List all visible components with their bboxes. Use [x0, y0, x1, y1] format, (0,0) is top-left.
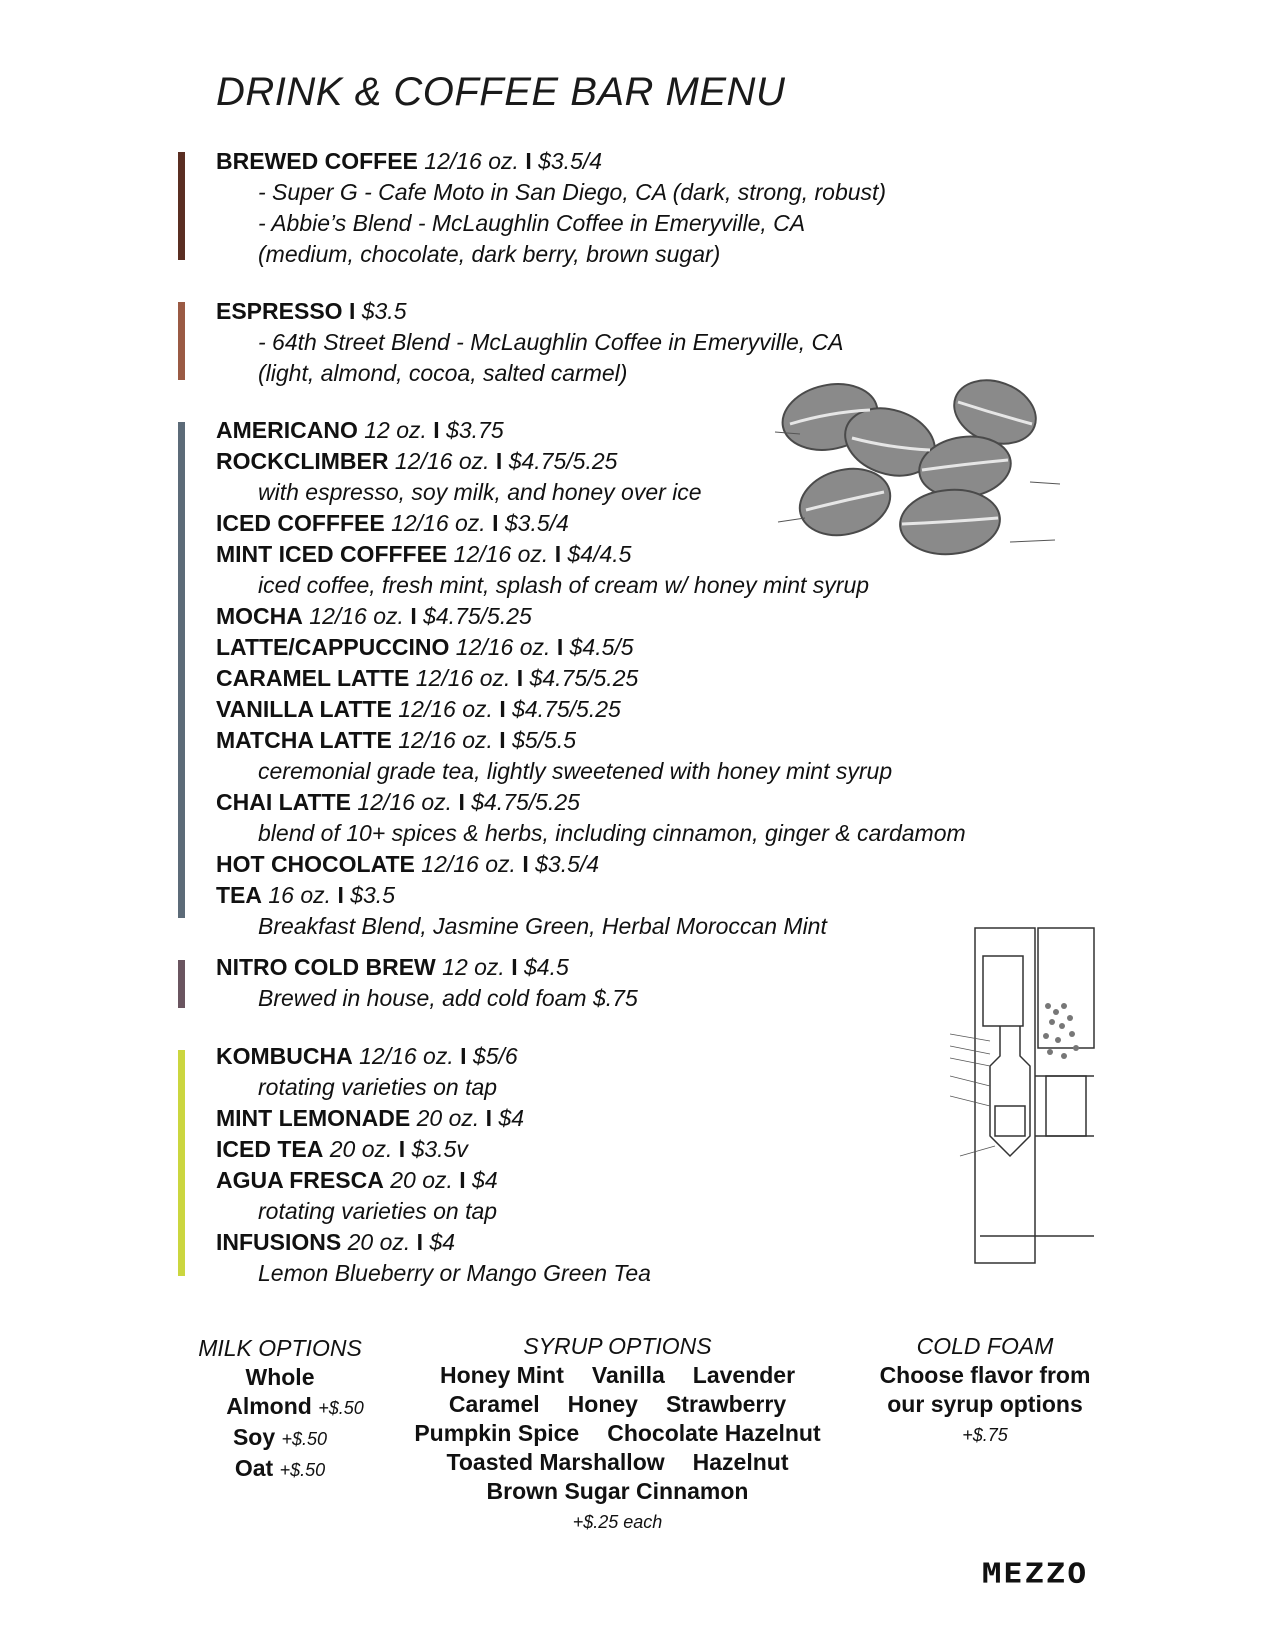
cold-foam-heading: COLD FOAM: [916, 1333, 1054, 1359]
item-name: NITRO COLD BREW: [216, 954, 436, 980]
section-bar-espresso: [178, 302, 185, 380]
item-description: - 64th Street Blend - McLaughlin Coffee in Emeryville, CA: [258, 329, 844, 355]
item-name: ESPRESSO: [216, 298, 343, 324]
item-size: 12 oz.: [442, 954, 505, 980]
syrup-row: Brown Sugar Cinnamon: [486, 1478, 749, 1504]
item-price: $4/4.5: [567, 541, 632, 567]
mezzo-logo: MEZZO: [982, 1556, 1089, 1590]
cold-foam-options: [870, 1332, 1100, 1450]
section-bar-espresso-drinks: [178, 422, 185, 918]
menu-item: NITRO COLD BREW 12 oz. I $4.5: [216, 954, 569, 980]
item-name: INFUSIONS: [216, 1229, 342, 1255]
menu-item: HOT CHOCOLATE 12/16 oz. I $3.5/4: [216, 851, 600, 877]
item-name: KOMBUCHA: [216, 1043, 353, 1069]
item-price: $4.5: [523, 954, 569, 980]
menu-item: VANILLA LATTE 12/16 oz. I $4.75/5.25: [216, 696, 621, 722]
section-espresso: [216, 296, 844, 389]
item-size: 12/16 oz.: [394, 448, 490, 474]
section-bar-cold: [178, 1050, 185, 1276]
item-price: $4: [429, 1229, 456, 1255]
item-name: MOCHA: [216, 603, 303, 629]
item-price: $4.75/5.25: [512, 696, 621, 722]
item-description: blend of 10+ spices & herbs, including cinnamon, ginger & cardamom: [258, 820, 966, 846]
item-size: 20 oz.: [329, 1136, 393, 1162]
menu-item: KOMBUCHA 12/16 oz. I $5/6: [216, 1043, 518, 1069]
syrup-price: +$.25 each: [572, 1512, 663, 1532]
item-description: (medium, chocolate, dark berry, brown sugar): [258, 241, 721, 267]
section-nitro: [216, 952, 638, 1014]
item-price: $3.5/4: [504, 510, 569, 536]
menu-item: ICED COFFFEE 12/16 oz. I $3.5/4: [216, 510, 569, 536]
section-bar-nitro: [178, 960, 185, 1008]
item-description: - Super G - Cafe Moto in San Diego, CA (dark, strong, robust): [258, 179, 887, 205]
item-description: Brewed in house, add cold foam $.75: [258, 985, 638, 1011]
item-price: $4: [472, 1167, 498, 1193]
item-description: Lemon Blueberry or Mango Green Tea: [258, 1260, 651, 1286]
item-description: (light, almond, cocoa, salted carmel): [258, 360, 628, 386]
item-price: $4: [498, 1105, 525, 1131]
item-size: 12/16 oz.: [453, 541, 549, 567]
menu-item: MINT LEMONADE 20 oz. I $4: [216, 1105, 525, 1131]
menu-item: ICED TEA 20 oz. I $3.5v: [216, 1136, 468, 1162]
syrup-row: Pumpkin Spice Chocolate Hazelnut: [414, 1420, 821, 1446]
item-name: MATCHA LATTE: [216, 727, 392, 753]
item-name: LATTE/CAPPUCCINO: [216, 634, 450, 660]
item-description: rotating varieties on tap: [258, 1074, 498, 1100]
milk-option: Almond +$.50: [226, 1393, 364, 1419]
syrup-row: Caramel Honey Strawberry: [448, 1391, 787, 1417]
item-name: ROCKCLIMBER: [216, 448, 389, 474]
item-size: 12/16 oz.: [357, 789, 453, 815]
menu-item: MINT ICED COFFFEE 12/16 oz. I $4/4.5: [216, 541, 632, 567]
item-price: $3.75: [446, 417, 504, 443]
item-price: $5/6: [472, 1043, 518, 1069]
item-description: Breakfast Blend, Jasmine Green, Herbal Moroccan Mint: [258, 913, 827, 939]
cold-foam-text: our syrup options: [887, 1391, 1083, 1417]
item-size: 20 oz.: [347, 1229, 411, 1255]
section-cold-drinks: [216, 1041, 651, 1289]
item-size: 16 oz.: [268, 882, 332, 908]
item-size: 12/16 oz.: [424, 148, 519, 174]
item-size: 12/16 oz.: [421, 851, 516, 877]
item-description: iced coffee, fresh mint, splash of cream w/ honey mint syrup: [258, 572, 870, 598]
item-size: 12/16 oz.: [398, 727, 493, 753]
syrup-row: Toasted Marshallow Hazelnut: [446, 1449, 789, 1475]
item-name: ICED COFFFEE: [216, 510, 385, 536]
item-description: - Abbie’s Blend - McLaughlin Coffee in Emeryville, CA: [258, 210, 806, 236]
item-price: $3.5/4: [538, 148, 603, 174]
item-name: CHAI LATTE: [216, 789, 352, 815]
item-size: 12/16 oz.: [391, 510, 486, 536]
item-size: 12 oz.: [364, 417, 427, 443]
menu-item: CARAMEL LATTE 12/16 oz. I $4.75/5.25: [216, 665, 639, 691]
section-brewed: [216, 146, 886, 270]
menu-item: MOCHA 12/16 oz. I $4.75/5.25: [216, 603, 532, 629]
milk-option: Whole: [245, 1364, 315, 1390]
item-name: MINT ICED COFFFEE: [216, 541, 448, 567]
section-bar-brewed: [178, 152, 185, 260]
coffee-beans-icon: [770, 372, 1070, 562]
item-description: ceremonial grade tea, lightly sweetened with honey mint syrup: [258, 758, 893, 784]
milk-option: Oat +$.50: [234, 1455, 326, 1481]
item-name: AMERICANO: [216, 417, 358, 443]
item-name: MINT LEMONADE: [216, 1105, 411, 1131]
item-price: $4.5/5: [569, 634, 634, 660]
item-description: with espresso, soy milk, and honey over ice: [258, 479, 702, 505]
item-price: $3.5v: [411, 1136, 468, 1162]
item-size: 20 oz.: [390, 1167, 453, 1193]
menu-item: CHAI LATTE 12/16 oz. I $4.75/5.25: [216, 789, 580, 815]
item-name: CARAMEL LATTE: [216, 665, 410, 691]
item-size: 12/16 oz.: [398, 696, 493, 722]
menu-item: LATTE/CAPPUCCINO 12/16 oz. I $4.5/5: [216, 634, 634, 660]
item-size: 20 oz.: [416, 1105, 480, 1131]
syrup-options: [390, 1332, 845, 1537]
grinder-diagram-icon: [950, 926, 1095, 1266]
item-name: TEA: [216, 882, 262, 908]
item-price: $4.75/5.25: [423, 603, 532, 629]
item-price: $3.5: [350, 882, 395, 908]
menu-item: AGUA FRESCA 20 oz. I $4: [216, 1167, 498, 1193]
item-price: $4.75/5.25: [508, 448, 618, 474]
menu-item: MATCHA LATTE 12/16 oz. I $5/5.5: [216, 727, 577, 753]
menu-item: AMERICANO 12 oz. I $3.75: [216, 417, 504, 443]
item-price: $3.5/4: [535, 851, 600, 877]
item-name: ICED TEA: [216, 1136, 324, 1162]
item-price: $3.5: [361, 298, 407, 324]
milk-option: Soy +$.50: [232, 1424, 328, 1450]
item-price: $5/5.5: [512, 727, 577, 753]
syrup-options-heading: SYRUP OPTIONS: [523, 1333, 712, 1359]
item-name: HOT CHOCOLATE: [216, 851, 415, 877]
menu-item-brewed-coffee: BREWED COFFEE 12/16 oz. I $3.5/4: [216, 148, 603, 174]
menu-item: ROCKCLIMBER 12/16 oz. I $4.75/5.25: [216, 448, 618, 474]
syrup-row: Honey Mint Vanilla Lavender: [439, 1362, 796, 1388]
menu-item-espresso: ESPRESSO I $3.5: [216, 298, 407, 324]
menu-title: DRINK & COFFEE BAR MENU: [216, 70, 786, 114]
milk-options: [190, 1334, 370, 1485]
milk-options-heading: MILK OPTIONS: [198, 1335, 362, 1361]
cold-foam-text: Choose flavor from: [879, 1362, 1091, 1388]
cold-foam-price: +$.75: [962, 1425, 1008, 1445]
item-size: 12/16 oz.: [415, 665, 511, 691]
item-price: $4.75/5.25: [471, 789, 580, 815]
item-description: rotating varieties on tap: [258, 1198, 498, 1224]
menu-item: INFUSIONS 20 oz. I $4: [216, 1229, 456, 1255]
item-name: VANILLA LATTE: [216, 696, 392, 722]
item-price: $4.75/5.25: [529, 665, 639, 691]
item-name: BREWED COFFEE: [216, 148, 418, 174]
menu-item: TEA 16 oz. I $3.5: [216, 882, 395, 908]
item-name: AGUA FRESCA: [216, 1167, 384, 1193]
item-size: 12/16 oz.: [359, 1043, 454, 1069]
item-size: 12/16 oz.: [455, 634, 551, 660]
item-size: 12/16 oz.: [309, 603, 404, 629]
